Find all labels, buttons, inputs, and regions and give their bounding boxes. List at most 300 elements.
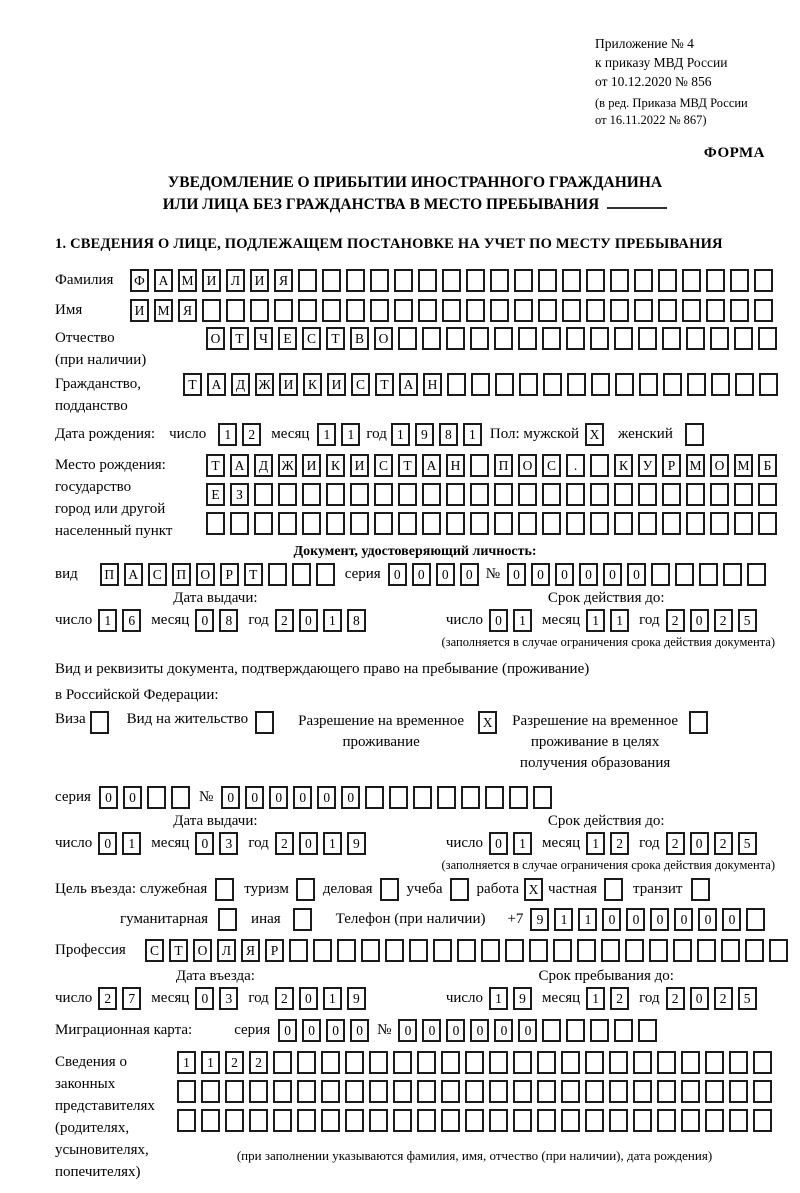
char-cell[interactable]: 0 [650,908,669,931]
char-cell[interactable] [273,1051,292,1074]
char-cell[interactable] [769,939,788,962]
char-cell[interactable] [230,512,249,535]
char-cell[interactable]: О [206,327,225,350]
char-cell[interactable]: 1 [323,609,342,632]
char-cell[interactable]: 0 [269,786,288,809]
char-cell[interactable]: М [178,269,197,292]
char-cell[interactable]: 0 [422,1019,441,1042]
char-cell[interactable] [365,786,384,809]
char-cell[interactable]: 0 [518,1019,537,1042]
char-cell[interactable] [609,1109,628,1132]
char-cell[interactable] [441,1109,460,1132]
char-cell[interactable]: Р [265,939,284,962]
char-cell[interactable] [489,1109,508,1132]
char-cell[interactable] [413,786,432,809]
char-cell[interactable] [634,299,653,322]
char-cell[interactable]: 0 [722,908,741,931]
char-cell[interactable] [177,1109,196,1132]
char-cell[interactable] [380,878,399,901]
char-cell[interactable] [417,1051,436,1074]
char-cell[interactable] [446,327,465,350]
char-cell[interactable]: 1 [391,423,410,446]
char-cell[interactable] [651,563,670,586]
char-cell[interactable]: 1 [201,1051,220,1074]
char-cell[interactable]: 0 [299,987,318,1010]
char-cell[interactable]: 0 [341,786,360,809]
char-cell[interactable] [566,483,585,506]
char-cell[interactable]: 0 [245,786,264,809]
char-cell[interactable] [465,1051,484,1074]
char-cell[interactable] [249,1080,268,1103]
char-cell[interactable] [723,563,742,586]
char-cell[interactable]: К [303,373,322,396]
char-cell[interactable]: 2 [610,832,629,855]
char-cell[interactable] [485,786,504,809]
char-cell[interactable] [614,512,633,535]
char-cell[interactable] [393,1080,412,1103]
char-cell[interactable]: И [250,269,269,292]
char-cell[interactable] [658,299,677,322]
char-cell[interactable]: А [154,269,173,292]
char-cell[interactable]: 0 [195,832,214,855]
char-cell[interactable] [553,939,572,962]
char-cell[interactable] [562,299,581,322]
char-cell[interactable] [422,512,441,535]
char-cell[interactable]: 2 [275,987,294,1010]
char-cell[interactable] [625,939,644,962]
char-cell[interactable]: 0 [350,1019,369,1042]
char-cell[interactable]: Д [231,373,250,396]
char-cell[interactable] [753,1109,772,1132]
char-cell[interactable] [710,483,729,506]
char-cell[interactable] [638,1019,657,1042]
char-cell[interactable] [697,939,716,962]
char-cell[interactable]: 0 [436,563,455,586]
char-cell[interactable] [289,939,308,962]
char-cell[interactable] [374,512,393,535]
char-cell[interactable] [686,327,705,350]
char-cell[interactable] [505,939,524,962]
char-cell[interactable]: 9 [513,987,532,1010]
char-cell[interactable]: 0 [602,908,621,931]
char-cell[interactable]: О [518,454,537,477]
char-cell[interactable] [470,512,489,535]
char-cell[interactable] [675,563,694,586]
char-cell[interactable] [461,786,480,809]
char-cell[interactable]: Л [217,939,236,962]
char-cell[interactable] [633,1109,652,1132]
char-cell[interactable] [590,1019,609,1042]
char-cell[interactable]: Р [220,563,239,586]
char-cell[interactable] [316,563,335,586]
char-cell[interactable] [293,908,312,931]
char-cell[interactable] [710,327,729,350]
char-cell[interactable]: Ж [278,454,297,477]
char-cell[interactable]: Р [662,454,681,477]
char-cell[interactable] [201,1080,220,1103]
char-cell[interactable]: 0 [579,563,598,586]
char-cell[interactable]: Е [278,327,297,350]
char-cell[interactable] [586,299,605,322]
char-cell[interactable]: 0 [317,786,336,809]
char-cell[interactable] [590,327,609,350]
char-cell[interactable] [302,512,321,535]
char-cell[interactable] [202,299,221,322]
char-cell[interactable] [663,373,682,396]
char-cell[interactable]: К [326,454,345,477]
char-cell[interactable] [457,939,476,962]
char-cell[interactable] [369,1109,388,1132]
char-cell[interactable]: 3 [219,987,238,1010]
char-cell[interactable] [398,512,417,535]
char-cell[interactable] [345,1109,364,1132]
char-cell[interactable] [633,1080,652,1103]
char-cell[interactable]: Т [326,327,345,350]
char-cell[interactable]: З [230,483,249,506]
char-cell[interactable]: 0 [489,832,508,855]
char-cell[interactable] [273,1109,292,1132]
char-cell[interactable] [273,1080,292,1103]
char-cell[interactable] [518,512,537,535]
char-cell[interactable] [321,1051,340,1074]
char-cell[interactable] [409,939,428,962]
char-cell[interactable] [322,299,341,322]
char-cell[interactable] [215,878,234,901]
char-cell[interactable] [681,1080,700,1103]
char-cell[interactable]: 1 [586,987,605,1010]
char-cell[interactable] [542,327,561,350]
char-cell[interactable]: К [614,454,633,477]
char-cell[interactable] [446,512,465,535]
char-cell[interactable] [470,327,489,350]
char-cell[interactable] [586,269,605,292]
char-cell[interactable] [518,327,537,350]
char-cell[interactable]: 0 [195,987,214,1010]
char-cell[interactable]: 0 [626,908,645,931]
char-cell[interactable]: 9 [530,908,549,931]
char-cell[interactable] [442,299,461,322]
char-cell[interactable] [529,939,548,962]
char-cell[interactable] [385,939,404,962]
char-cell[interactable]: П [494,454,513,477]
char-cell[interactable] [610,269,629,292]
char-cell[interactable]: А [124,563,143,586]
char-cell[interactable] [681,1051,700,1074]
char-cell[interactable] [711,373,730,396]
char-cell[interactable] [590,483,609,506]
char-cell[interactable]: 0 [446,1019,465,1042]
char-cell[interactable] [585,1109,604,1132]
char-cell[interactable] [361,939,380,962]
char-cell[interactable] [706,269,725,292]
char-cell[interactable]: 0 [690,609,709,632]
char-cell[interactable]: И [327,373,346,396]
char-cell[interactable]: 5 [738,987,757,1010]
char-cell[interactable] [255,711,274,734]
char-cell[interactable] [433,939,452,962]
char-cell[interactable]: 3 [219,832,238,855]
char-cell[interactable] [538,269,557,292]
char-cell[interactable]: 1 [122,832,141,855]
char-cell[interactable] [466,269,485,292]
char-cell[interactable] [657,1109,676,1132]
char-cell[interactable]: 5 [738,832,757,855]
char-cell[interactable] [759,373,778,396]
char-cell[interactable] [758,483,777,506]
char-cell[interactable]: С [145,939,164,962]
char-cell[interactable] [471,373,490,396]
char-cell[interactable]: 0 [278,1019,297,1042]
char-cell[interactable]: 1 [323,832,342,855]
char-cell[interactable] [687,373,706,396]
char-cell[interactable] [657,1080,676,1103]
char-cell[interactable]: 0 [221,786,240,809]
char-cell[interactable] [490,269,509,292]
char-cell[interactable] [441,1080,460,1103]
char-cell[interactable]: 2 [98,987,117,1010]
char-cell[interactable] [250,299,269,322]
char-cell[interactable]: 2 [242,423,261,446]
char-cell[interactable] [313,939,332,962]
char-cell[interactable]: 1 [98,609,117,632]
char-cell[interactable] [730,299,749,322]
char-cell[interactable] [147,786,166,809]
char-cell[interactable]: Д [254,454,273,477]
char-cell[interactable]: Н [423,373,442,396]
char-cell[interactable]: 2 [666,609,685,632]
char-cell[interactable] [638,512,657,535]
char-cell[interactable]: А [399,373,418,396]
char-cell[interactable]: О [196,563,215,586]
char-cell[interactable] [447,373,466,396]
char-cell[interactable]: 0 [98,832,117,855]
char-cell[interactable]: 2 [666,832,685,855]
char-cell[interactable]: Т [375,373,394,396]
char-cell[interactable]: 0 [326,1019,345,1042]
char-cell[interactable] [542,483,561,506]
char-cell[interactable] [297,1051,316,1074]
char-cell[interactable] [370,299,389,322]
char-cell[interactable]: 0 [99,786,118,809]
char-cell[interactable]: 0 [627,563,646,586]
char-cell[interactable] [753,1051,772,1074]
char-cell[interactable]: 0 [489,609,508,632]
char-cell[interactable] [489,1080,508,1103]
char-cell[interactable]: О [710,454,729,477]
char-cell[interactable] [494,512,513,535]
char-cell[interactable]: П [172,563,191,586]
char-cell[interactable] [662,483,681,506]
char-cell[interactable] [437,786,456,809]
char-cell[interactable] [321,1109,340,1132]
char-cell[interactable] [374,483,393,506]
char-cell[interactable] [418,269,437,292]
char-cell[interactable]: 2 [610,987,629,1010]
char-cell[interactable] [662,512,681,535]
char-cell[interactable] [658,269,677,292]
char-cell[interactable] [705,1080,724,1103]
char-cell[interactable] [249,1109,268,1132]
char-cell[interactable] [561,1080,580,1103]
char-cell[interactable] [537,1109,556,1132]
char-cell[interactable]: И [302,454,321,477]
char-cell[interactable]: У [638,454,657,477]
char-cell[interactable]: 1 [341,423,360,446]
char-cell[interactable] [274,299,293,322]
char-cell[interactable] [758,512,777,535]
char-cell[interactable] [689,711,708,734]
char-cell[interactable]: О [374,327,393,350]
char-cell[interactable] [417,1109,436,1132]
char-cell[interactable] [538,299,557,322]
char-cell[interactable] [566,512,585,535]
char-cell[interactable] [225,1080,244,1103]
char-cell[interactable] [734,512,753,535]
char-cell[interactable]: 1 [578,908,597,931]
char-cell[interactable] [278,483,297,506]
char-cell[interactable] [614,1019,633,1042]
char-cell[interactable]: 2 [666,987,685,1010]
char-cell[interactable]: 0 [299,832,318,855]
char-cell[interactable]: Т [183,373,202,396]
char-cell[interactable] [370,269,389,292]
char-cell[interactable]: И [202,269,221,292]
char-cell[interactable]: 2 [714,987,733,1010]
char-cell[interactable]: 0 [412,563,431,586]
char-cell[interactable]: . [566,454,585,477]
char-cell[interactable]: Н [446,454,465,477]
char-cell[interactable] [533,786,552,809]
char-cell[interactable]: 0 [398,1019,417,1042]
char-cell[interactable] [302,483,321,506]
char-cell[interactable] [705,1051,724,1074]
char-cell[interactable]: Б [758,454,777,477]
char-cell[interactable]: Я [178,299,197,322]
char-cell[interactable] [398,327,417,350]
char-cell[interactable] [585,1080,604,1103]
char-cell[interactable] [746,908,765,931]
char-cell[interactable]: Ф [130,269,149,292]
char-cell[interactable] [226,299,245,322]
char-cell[interactable] [514,269,533,292]
char-cell[interactable] [298,299,317,322]
char-cell[interactable]: С [374,454,393,477]
char-cell[interactable]: 2 [275,609,294,632]
char-cell[interactable] [346,269,365,292]
char-cell[interactable] [734,483,753,506]
char-cell[interactable]: 0 [603,563,622,586]
char-cell[interactable] [590,454,609,477]
char-cell[interactable] [494,483,513,506]
char-cell[interactable] [543,373,562,396]
char-cell[interactable] [369,1051,388,1074]
char-cell[interactable] [422,327,441,350]
char-cell[interactable] [577,939,596,962]
char-cell[interactable] [326,483,345,506]
char-cell[interactable] [729,1080,748,1103]
char-cell[interactable] [90,711,109,734]
char-cell[interactable] [422,483,441,506]
char-cell[interactable] [171,786,190,809]
char-cell[interactable]: 2 [275,832,294,855]
char-cell[interactable]: 0 [123,786,142,809]
char-cell[interactable] [682,299,701,322]
char-cell[interactable] [610,299,629,322]
char-cell[interactable] [225,1109,244,1132]
char-cell[interactable] [566,327,585,350]
char-cell[interactable] [537,1051,556,1074]
char-cell[interactable]: Л [226,269,245,292]
char-cell[interactable] [614,327,633,350]
char-cell[interactable] [518,483,537,506]
char-cell[interactable] [562,269,581,292]
char-cell[interactable] [268,563,287,586]
char-cell[interactable] [519,373,538,396]
char-cell[interactable]: И [350,454,369,477]
char-cell[interactable] [481,939,500,962]
char-cell[interactable] [681,1109,700,1132]
char-cell[interactable] [638,483,657,506]
char-cell[interactable]: 1 [323,987,342,1010]
char-cell[interactable] [322,269,341,292]
char-cell[interactable] [442,269,461,292]
char-cell[interactable]: 7 [122,987,141,1010]
char-cell[interactable] [254,512,273,535]
char-cell[interactable] [495,373,514,396]
char-cell[interactable] [465,1109,484,1132]
char-cell[interactable] [604,878,623,901]
char-cell[interactable]: 0 [293,786,312,809]
char-cell[interactable] [369,1080,388,1103]
char-cell[interactable] [591,373,610,396]
char-cell[interactable]: 1 [554,908,573,931]
char-cell[interactable]: М [154,299,173,322]
char-cell[interactable]: 0 [494,1019,513,1042]
char-cell[interactable] [699,563,718,586]
char-cell[interactable] [345,1051,364,1074]
char-cell[interactable] [465,1080,484,1103]
char-cell[interactable]: Я [241,939,260,962]
char-cell[interactable]: 1 [513,609,532,632]
char-cell[interactable] [350,483,369,506]
char-cell[interactable] [735,373,754,396]
char-cell[interactable] [585,1051,604,1074]
char-cell[interactable] [418,299,437,322]
char-cell[interactable]: С [148,563,167,586]
char-cell[interactable] [734,327,753,350]
char-cell[interactable] [710,512,729,535]
char-cell[interactable] [682,269,701,292]
char-cell[interactable] [398,483,417,506]
char-cell[interactable] [633,1051,652,1074]
char-cell[interactable] [691,878,710,901]
char-cell[interactable]: 2 [225,1051,244,1074]
char-cell[interactable]: 0 [302,1019,321,1042]
char-cell[interactable]: Т [230,327,249,350]
char-cell[interactable]: А [207,373,226,396]
char-cell[interactable]: С [302,327,321,350]
char-cell[interactable] [337,939,356,962]
char-cell[interactable]: 0 [507,563,526,586]
char-cell[interactable]: 1 [463,423,482,446]
char-cell[interactable] [614,483,633,506]
char-cell[interactable]: И [279,373,298,396]
char-cell[interactable] [730,269,749,292]
char-cell[interactable] [494,327,513,350]
char-cell[interactable] [177,1080,196,1103]
char-cell[interactable]: Т [398,454,417,477]
char-cell[interactable]: Т [206,454,225,477]
